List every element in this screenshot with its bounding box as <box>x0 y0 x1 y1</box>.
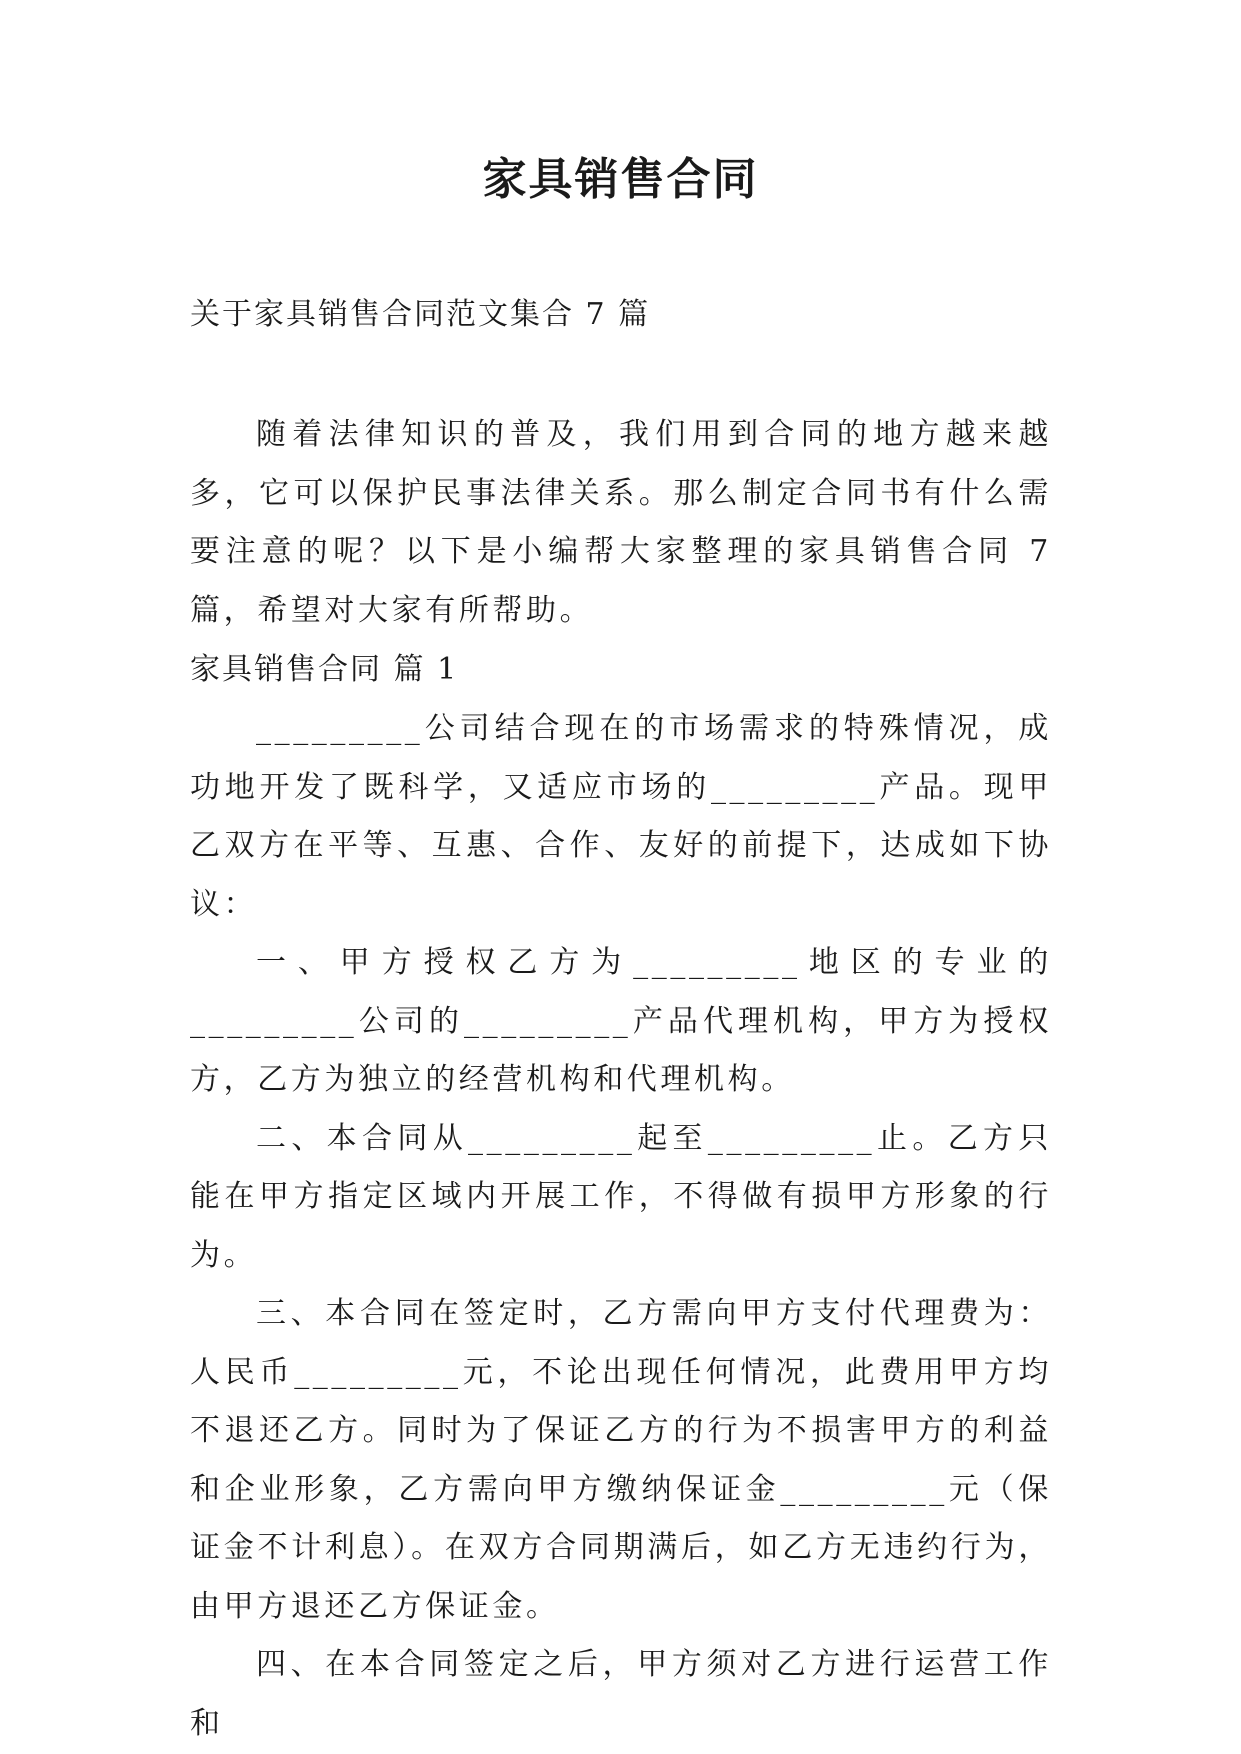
document-title: 家具销售合同 <box>482 154 759 205</box>
contract-preamble: _________公司结合现在的市场需求的特殊情况，成功地开发了既科学，又适应市场的_________产品。现甲乙双方在平等、互惠、合作、友好的前提下，达成如下协议： <box>190 711 1052 922</box>
clause-1: 一、甲方授权乙方为_________地区的专业的_________公司的_________产品代理机构，甲方为授权方，乙方为独立的经营机构和代理机构。 <box>190 945 1052 1097</box>
document-subtitle: 关于家具销售合同范文集合 7 篇 <box>190 297 651 332</box>
section-heading: 家具销售合同 篇 1 <box>190 652 459 687</box>
clause-3: 三、本合同在签定时，乙方需向甲方支付代理费为：人民币_________元，不论出现任何情况，此费用甲方均不退还乙方。同时为了保证乙方的行为不损害甲方的利益和企业形象，乙方需向甲方缴纳保证金_________元（保证金不计利息）。在双方合同期满后，如乙方无违约行为，由甲方退还乙方保证金。 <box>190 1296 1052 1624</box>
intro-paragraph: 随着法律知识的普及，我们用到合同的地方越来越多，它可以保护民事法律关系。那么制定合同书有什么需要注意的呢？以下是小编帮大家整理的家具销售合同 7 篇，希望对大家有所帮助。 <box>190 417 1052 628</box>
clause-4: 四、在本合同签定之后，甲方须对乙方进行运营工作和 <box>190 1647 1052 1741</box>
document-body <box>190 406 1052 1753</box>
clause-2: 二、本合同从_________起至_________止。乙方只能在甲方指定区域内开展工作，不得做有损甲方形象的行为。 <box>190 1120 1052 1273</box>
